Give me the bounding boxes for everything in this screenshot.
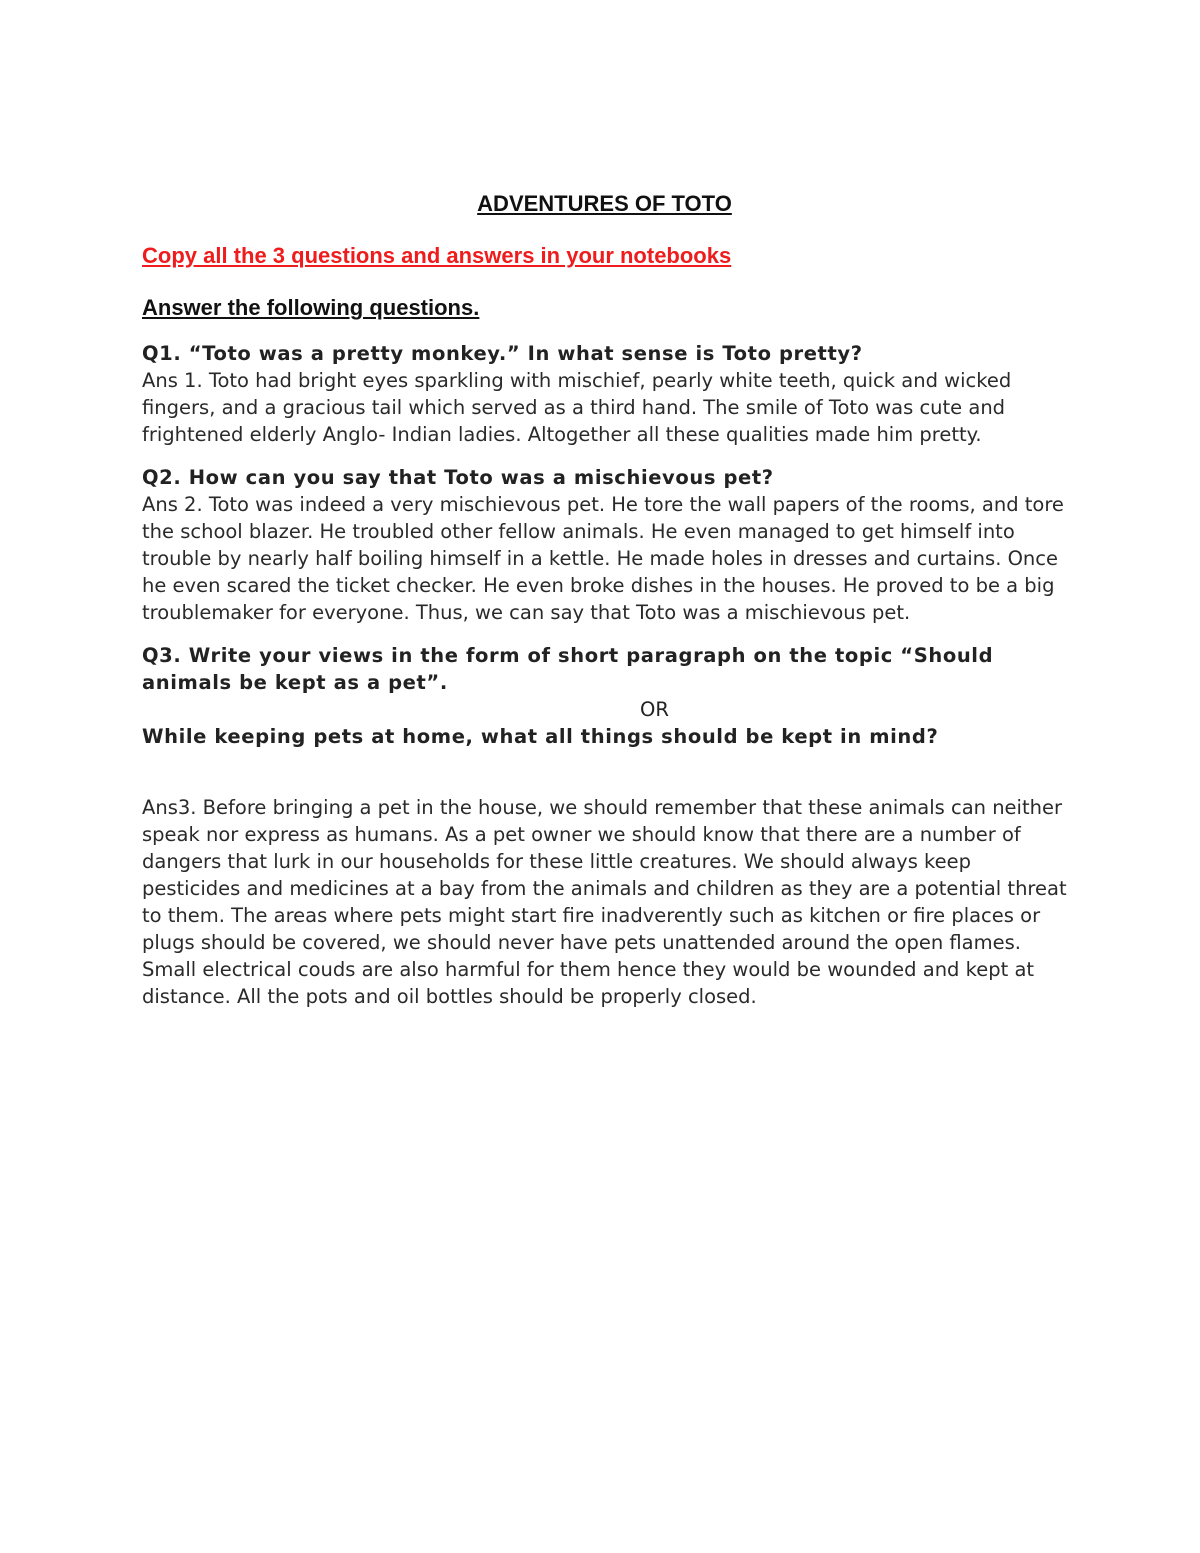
question-2: Q2. How can you say that Toto was a mischievous pet? [142,466,774,489]
or-separator: OR [640,698,669,721]
instruction-text: Copy all the 3 questions and answers in your notebooks [142,243,732,268]
answer-3: Ans3. Before bringing a pet in the house, we should remember that these animals can neither speak nor express as humans. As a pet owner we should know that there are a number of dangers that lurk in our households for these little creatures. We should always keep pesticides and medicines at a bay from the animals and children as they are a potential threat to them. The areas where pets might start fire inadverently such as kitchen or fire places or plugs should be covered, we should never have pets unattended around the open flames. Small electrical couds are also harmful for them hence they would be wounded and kept at distance. All the pots and oil bottles should be properly closed. [142,796,1067,1008]
document-body [142,188,1067,1010]
answer-2: Ans 2. Toto was indeed a very mischievous pet. He tore the wall papers of the rooms, and tore the school blazer. He troubled other fellow animals. He even managed to get himself into trouble by nearly half boiling himself in a kettle. He made holes in dresses and curtains. Once he even scared the ticket checker. He even broke dishes in the houses. He proved to be a big troublemaker for everyone. Thus, we can say that Toto was a mischievous pet. [142,493,1064,624]
question-3: Q3. Write your views in the form of short paragraph on the topic “Should animals be kept as a pet”. [142,644,994,694]
answer-1: Ans 1. Toto had bright eyes sparkling with mischief, pearly white teeth, quick and wicked fingers, and a gracious tail which served as a third hand. The smile of Toto was cute and frightened elderly Anglo- Indian ladies. Altogether all these qualities made him pretty. [142,369,1012,446]
question-3-alternative: While keeping pets at home, what all things should be kept in mind? [142,725,939,748]
section-heading: Answer the following questions. [142,295,480,320]
question-block-2 [142,464,1067,626]
blank-line [142,750,1067,794]
question-block-1 [142,340,1067,448]
question-1: Q1. “Toto was a pretty monkey.” In what sense is Toto pretty? [142,342,863,365]
question-block-3 [142,642,1067,1010]
document-title: ADVENTURES OF TOTO [477,191,732,216]
